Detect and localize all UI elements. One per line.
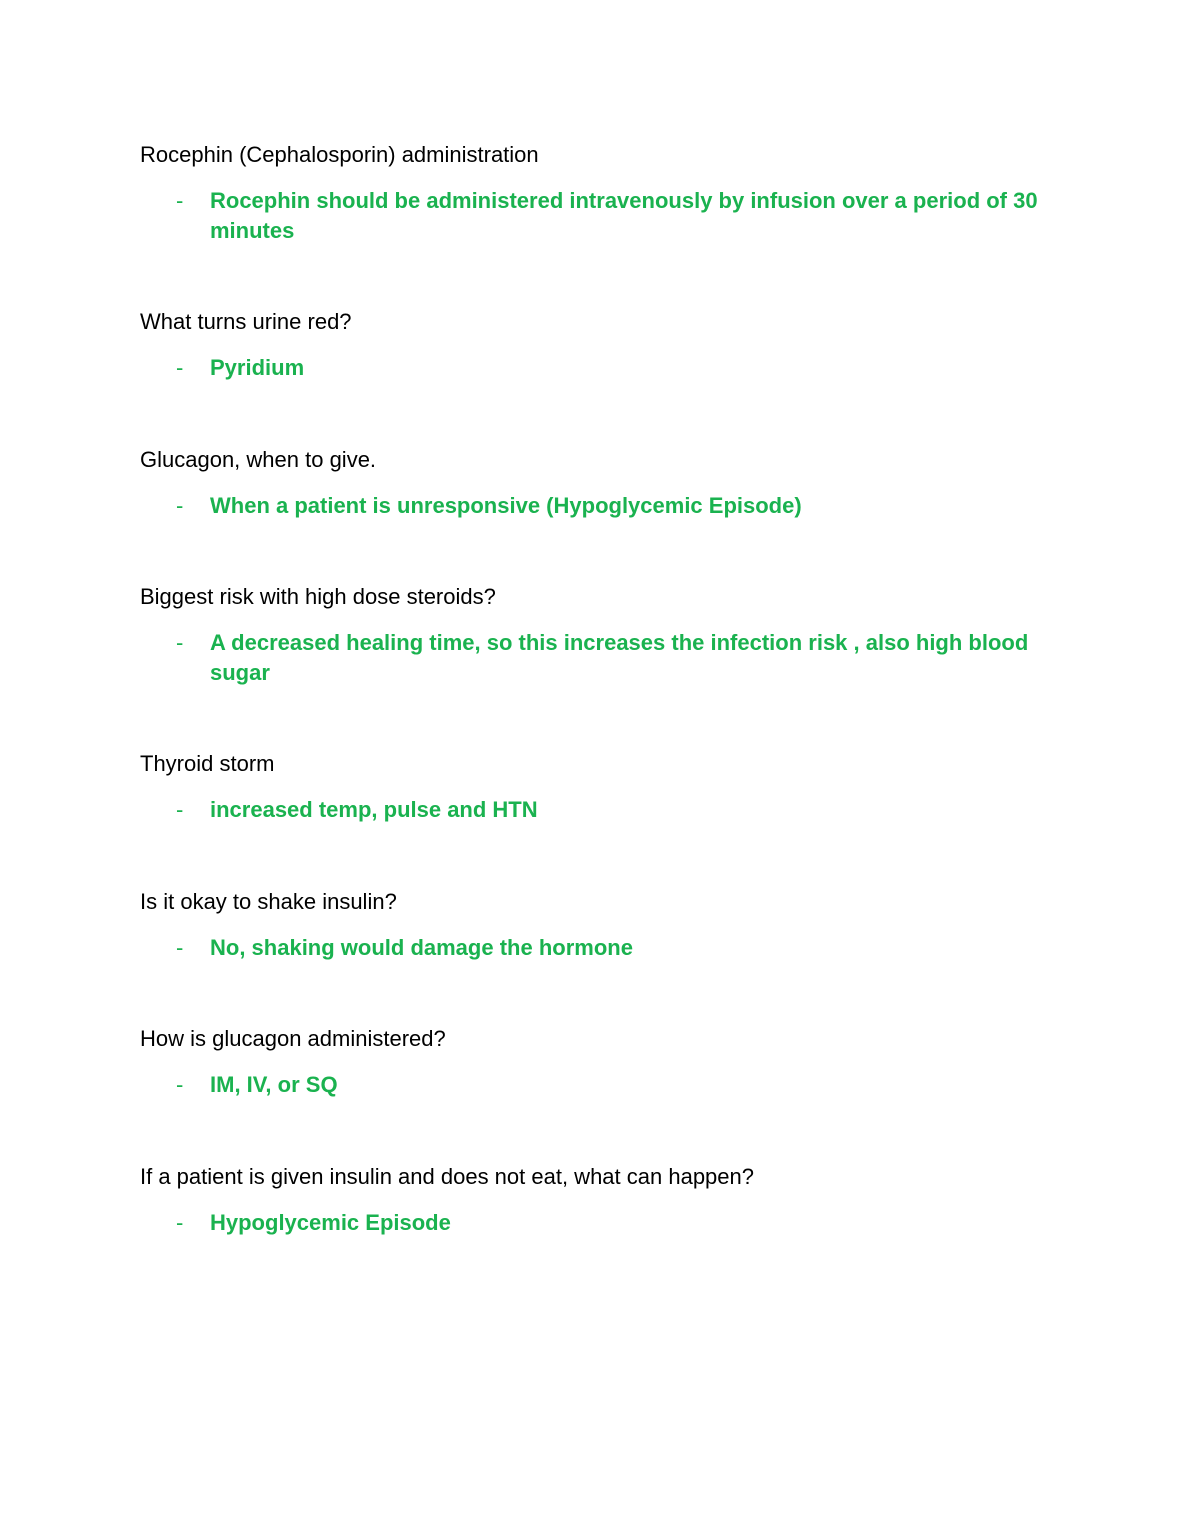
bullet-dash: - bbox=[176, 935, 184, 960]
qa-block-insulin-no-eat bbox=[140, 1162, 1040, 1238]
answer-text: No, shaking would damage the hormone bbox=[210, 935, 633, 960]
bullet-dash: - bbox=[176, 355, 184, 380]
qa-block-shake-insulin bbox=[140, 887, 1040, 963]
qa-block-glucagon-when bbox=[140, 445, 1040, 521]
question-text: How is glucagon administered? bbox=[140, 1026, 446, 1051]
question-text: Biggest risk with high dose steroids? bbox=[140, 584, 496, 609]
question-text: If a patient is given insulin and does not eat, what can happen? bbox=[140, 1164, 754, 1189]
answer-item bbox=[140, 1208, 1040, 1238]
bullet-dash: - bbox=[176, 1072, 184, 1097]
question-text: Glucagon, when to give. bbox=[140, 447, 377, 472]
question-text: Is it okay to shake insulin? bbox=[140, 889, 397, 914]
answer-item bbox=[140, 186, 1040, 246]
qa-block-glucagon-how bbox=[140, 1024, 1040, 1100]
answer-item bbox=[140, 795, 1040, 825]
bullet-dash: - bbox=[176, 1210, 184, 1235]
qa-block-thyroid-storm bbox=[140, 749, 1040, 825]
answer-text: increased temp, pulse and HTN bbox=[210, 797, 538, 822]
answer-item bbox=[140, 933, 1040, 963]
answer-text: Pyridium bbox=[210, 355, 305, 380]
bullet-dash: - bbox=[176, 493, 184, 518]
qa-block-urine bbox=[140, 307, 1040, 383]
qa-block-steroids bbox=[140, 582, 1040, 688]
answer-text: When a patient is unresponsive (Hypoglycemic Episode) bbox=[210, 493, 802, 518]
answer-text: A decreased healing time, so this increases the infection risk , also high blood sugar bbox=[210, 630, 1029, 685]
question-text: Rocephin (Cephalosporin) administration bbox=[140, 142, 539, 167]
answer-item bbox=[140, 1070, 1040, 1100]
answer-item bbox=[140, 491, 1040, 521]
bullet-dash: - bbox=[176, 630, 184, 655]
answer-item bbox=[140, 628, 1040, 688]
answer-text: Hypoglycemic Episode bbox=[210, 1210, 451, 1235]
question-text: Thyroid storm bbox=[140, 751, 275, 776]
bullet-dash: - bbox=[176, 188, 184, 213]
answer-text: IM, IV, or SQ bbox=[210, 1072, 338, 1097]
answer-item bbox=[140, 353, 1040, 383]
qa-block-rocephin bbox=[140, 140, 1040, 246]
question-text: What turns urine red? bbox=[140, 309, 352, 334]
bullet-dash: - bbox=[176, 797, 184, 822]
answer-text: Rocephin should be administered intravenously by infusion over a period of 30 minutes bbox=[210, 188, 1038, 243]
